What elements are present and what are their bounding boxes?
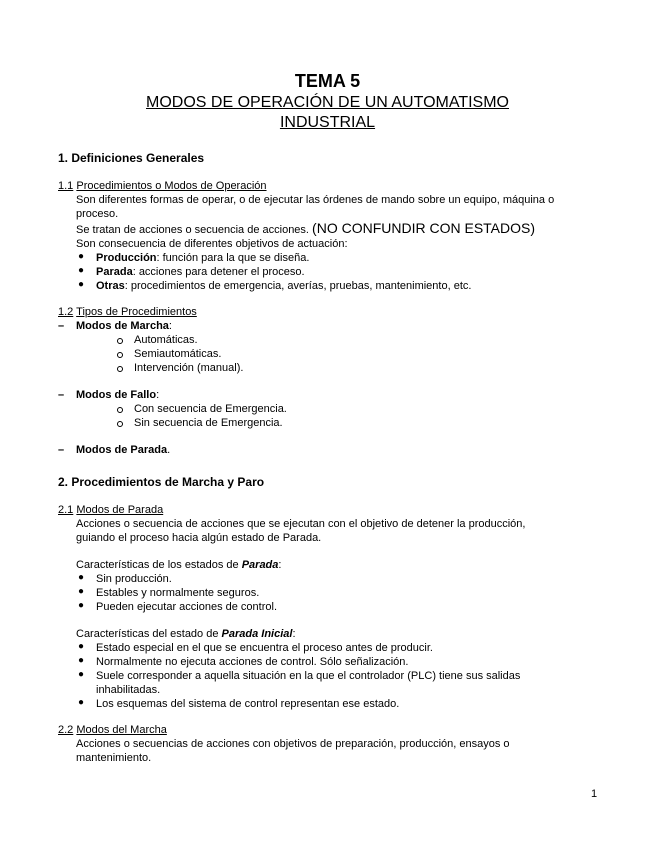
list-item-label: Otras xyxy=(96,280,125,292)
list-item: Estado especial en el que se encuentra el proceso antes de producir. xyxy=(96,642,433,654)
subsection-title: Modos de Parada xyxy=(76,504,164,516)
list-item: Normalmente no ejecuta acciones de control. Sólo señalización. xyxy=(96,656,409,668)
paragraph-line: proceso. xyxy=(76,208,119,220)
paragraph-line: Acciones o secuencias de acciones con objetivos de preparación, producción, ensayos o xyxy=(76,738,510,750)
list-item-continuation: inhabilitadas. xyxy=(96,684,161,696)
subsection-title: Modos del Marcha xyxy=(76,724,167,736)
list-item xyxy=(96,251,309,265)
section-2-heading: 2. Procedimientos de Marcha y Paro xyxy=(58,475,265,489)
subsection-number: 2.1 xyxy=(58,504,74,516)
sub-list-item: Intervención (manual). xyxy=(134,362,244,374)
page-subtitle-line1: MODOS DE OPERACIÓN DE UN AUTOMATISMO xyxy=(146,94,509,111)
subsection-title: Procedimientos o Modos de Operación xyxy=(76,180,267,192)
circle-bullet-icon xyxy=(117,407,123,413)
sub-list-item: Sin secuencia de Emergencia. xyxy=(134,417,283,429)
list-item: Estables y normalmente seguros. xyxy=(96,587,260,599)
page-subtitle-line2: INDUSTRIAL xyxy=(279,114,376,131)
sub-list-item: Automáticas. xyxy=(134,334,198,346)
paragraph-line xyxy=(76,221,535,237)
list-item: Los esquemas del sistema de control representan ese estado. xyxy=(96,698,400,710)
circle-bullet-icon xyxy=(117,338,123,344)
emphasis-term: Parada xyxy=(241,559,279,571)
paragraph-line: Acciones o secuencia de acciones que se ejecutan con el objetivo de detener la producción, xyxy=(76,518,526,530)
paragraph-line: mantenimiento. xyxy=(76,752,152,764)
list-item-text: : xyxy=(156,389,160,401)
bullet-icon: ● xyxy=(78,572,85,583)
circle-bullet-icon xyxy=(117,421,123,427)
paragraph-text: Características del estado de xyxy=(76,628,219,640)
list-item xyxy=(96,265,305,279)
page-number: 1 xyxy=(591,788,598,800)
bullet-icon: ● xyxy=(78,697,85,708)
paragraph-text: : xyxy=(292,628,296,640)
list-item-text: : procedimientos de emergencia, averías, pruebas, mantenimiento, etc. xyxy=(124,280,472,292)
paragraph-line xyxy=(76,558,281,572)
list-item-label: Modos de Fallo xyxy=(76,389,157,401)
bullet-icon: ● xyxy=(78,641,85,652)
list-item: Suele corresponder a aquella situación en la que el controlador (PLC) tiene sus salidas xyxy=(96,670,521,682)
subsection-number: 2.2 xyxy=(58,724,74,736)
bullet-icon: ● xyxy=(78,600,85,611)
list-item-text: . xyxy=(167,444,171,456)
emphasis-term: Parada Inicial xyxy=(221,628,293,640)
list-item xyxy=(76,388,159,402)
sub-list-item: Semiautomáticas. xyxy=(134,348,222,360)
list-item xyxy=(76,443,170,457)
bullet-icon: ● xyxy=(78,279,85,290)
emphasis-note: (NO CONFUNDIR CON ESTADOS) xyxy=(312,220,536,236)
list-item-label: Modos de Parada xyxy=(76,444,168,456)
bullet-icon: ● xyxy=(78,265,85,276)
sub-list-item: Con secuencia de Emergencia. xyxy=(134,403,287,415)
bullet-icon: ● xyxy=(78,669,85,680)
subsection-1-2-heading xyxy=(58,305,197,319)
paragraph-text: Se tratan de acciones o secuencia de acciones. xyxy=(76,224,309,236)
paragraph-text: : xyxy=(278,559,282,571)
dash-icon: – xyxy=(58,444,65,456)
list-item xyxy=(76,319,172,333)
subsection-number: 1.1 xyxy=(58,180,74,192)
list-item-label: Producción xyxy=(96,252,157,264)
circle-bullet-icon xyxy=(117,366,123,372)
circle-bullet-icon xyxy=(117,352,123,358)
bullet-icon: ● xyxy=(78,655,85,666)
subsection-1-1-heading xyxy=(58,179,267,193)
list-item-label: Parada xyxy=(96,266,133,278)
dash-icon: – xyxy=(58,320,65,332)
subsection-title: Tipos de Procedimientos xyxy=(76,306,197,318)
subsection-number: 1.2 xyxy=(58,306,74,318)
paragraph-line: Son diferentes formas de operar, o de ejecutar las órdenes de mando sobre un equipo, máquina o xyxy=(76,194,555,206)
paragraph-line: Son consecuencia de diferentes objetivos de actuación: xyxy=(76,238,348,250)
section-1-heading: 1. Definiciones Generales xyxy=(58,151,205,165)
page-title: TEMA 5 xyxy=(294,71,361,91)
subsection-2-1-heading xyxy=(58,503,163,517)
list-item xyxy=(96,279,471,293)
dash-icon: – xyxy=(58,389,65,401)
list-item-text: : xyxy=(168,320,172,332)
list-item: Sin producción. xyxy=(96,573,172,585)
paragraph-text: Características de los estados de xyxy=(76,559,239,571)
subsection-2-2-heading xyxy=(58,723,167,737)
list-item: Pueden ejecutar acciones de control. xyxy=(96,601,278,613)
bullet-icon: ● xyxy=(78,586,85,597)
paragraph-line xyxy=(76,627,296,641)
paragraph-line: guiando el proceso hacia algún estado de Parada. xyxy=(76,532,322,544)
list-item-text: : función para la que se diseña. xyxy=(156,252,310,264)
list-item-text: : acciones para detener el proceso. xyxy=(132,266,305,278)
bullet-icon: ● xyxy=(78,251,85,262)
list-item-label: Modos de Marcha xyxy=(76,320,169,332)
